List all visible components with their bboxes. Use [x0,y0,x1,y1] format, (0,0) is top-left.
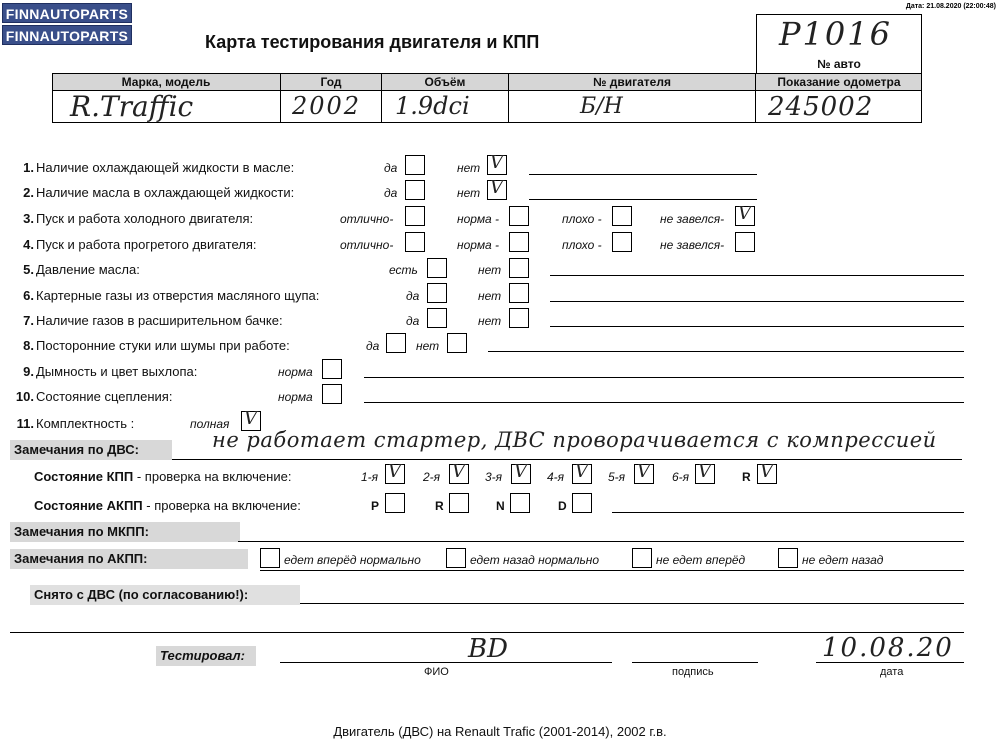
caption-fio: ФИО [424,666,449,678]
q4-excellent-checkbox[interactable] [405,232,425,252]
value-volume: 1.9dci [395,92,470,120]
value-engine-number: Б/Н [580,94,623,119]
mode-r-checkbox[interactable] [449,493,469,513]
value-make-model: R.Traffic [70,90,194,123]
q4-opt-bad-label: плохо - [562,238,602,252]
removed-label: Снято с ДВС (по согласованию!): [30,585,300,605]
gear-r-checkbox[interactable] [757,461,777,484]
q3-excellent-checkbox[interactable] [405,206,425,226]
col-year: Год [281,74,381,90]
q10-opt-normal-label: норма [278,390,313,404]
tick-mark: V [244,408,257,429]
akpp-back-normal-label: едет назад нормально [470,553,600,567]
q5-opt-yes-label: есть [389,263,418,277]
q5-yes-checkbox[interactable] [427,258,447,278]
q4-nostart-checkbox[interactable] [735,232,755,252]
q7-opt-no-label: нет [478,314,502,328]
akpp-label: Состояние АКПП - проверка на включение: [34,498,301,513]
tick-mark: V [698,461,711,482]
mode-d-checkbox[interactable] [572,493,592,513]
akpp-back-normal-checkbox[interactable] [446,548,466,568]
q5-no-checkbox[interactable] [509,258,529,278]
question-2: 2. Наличие масла в охлаждающей жидкости: [23,185,295,200]
remarks-akpp-label: Замечания по АКПП: [10,549,248,569]
q10-normal-checkbox[interactable] [322,384,342,404]
gear-1-label: 1-я [361,470,379,484]
brand-logo: FINNAUTOPARTS [2,3,132,23]
q4-opt-excellent-label: отлично- [340,238,394,252]
gear-5-label: 5-я [608,470,626,484]
tick-mark: V [388,461,401,482]
tick-mark: V [738,203,751,224]
q4-opt-normal-label: норма - [457,238,500,252]
question-5: 5. Давление масла: [23,262,140,277]
q9-normal-checkbox[interactable] [322,359,342,379]
q2-opt-no-label: нет [457,186,481,200]
value-year: 2002 [292,92,362,120]
caption-signature: подпись [672,666,714,678]
gear-4-label: 4-я [547,470,565,484]
page-title: Карта тестирования двигателя и КПП [205,32,540,52]
q1-opt-no-label: нет [457,161,481,175]
tick-mark: V [490,152,503,173]
q2-yes-checkbox[interactable] [405,180,425,200]
gear-3-label: 3-я [485,470,503,484]
question-4: 4. Пуск и работа прогретого двигателя: [23,237,257,252]
mode-r-label: R [435,499,444,513]
gear-5-checkbox[interactable] [634,461,654,484]
q8-opt-no-label: нет [416,339,440,353]
col-odometer: Показание одометра [756,74,922,90]
q4-opt-nostart-label: не завелся- [660,238,725,252]
tick-mark: V [490,177,503,198]
remarks-engine-value[interactable]: не работает стартер, ДВС проворачивается с компрессией [212,428,937,452]
q7-no-checkbox[interactable] [509,308,529,328]
q6-no-checkbox[interactable] [509,283,529,303]
question-3: 3. Пуск и работа холодного двигателя: [23,211,254,226]
tick-mark: V [514,461,527,482]
q2-opt-yes-label: да [384,186,398,200]
q11-opt-full-label: полная [190,417,230,431]
q6-opt-yes-label: да [406,289,420,303]
tick-mark: V [452,461,465,482]
col-volume: Объём [382,74,508,90]
gear-4-checkbox[interactable] [572,461,592,484]
akpp-forward-normal-checkbox[interactable] [260,548,280,568]
brand-logo-secondary: FINNAUTOPARTS [2,25,132,45]
value-odometer: 245002 [768,92,874,122]
question-6: 6. Картерные газы из отверстия масляного щупа: [23,288,320,303]
gear-2-checkbox[interactable] [449,461,469,484]
remarks-mkpp-label: Замечания по МКПП: [10,522,240,542]
gear-2-label: 2-я [423,470,441,484]
q3-opt-nostart-label: не завелся- [660,212,725,226]
card-number: P1016 [779,15,892,53]
mode-p-label: P [371,499,380,513]
akpp-no-back-label: не едет назад [802,553,884,567]
tick-mark: V [637,461,650,482]
q7-opt-yes-label: да [406,314,420,328]
q8-yes-checkbox[interactable] [386,333,406,353]
q3-normal-checkbox[interactable] [509,206,529,226]
q3-opt-normal-label: норма - [457,212,500,226]
question-11: 11. Комплектность : [16,416,135,431]
q3-nostart-checkbox[interactable] [735,203,755,226]
mode-n-label: N [496,499,505,513]
gear-1-checkbox[interactable] [385,461,405,484]
kpp-label: Состояние КПП - проверка на включение: [34,469,292,484]
gear-r-label: R [742,470,751,484]
caption-date: дата [880,666,904,678]
mode-d-label: D [558,499,567,513]
col-make-model: Марка, модель [52,74,280,90]
gear-6-label: 6-я [672,470,690,484]
akpp-no-forward-label: не едет вперёд [656,553,746,567]
akpp-no-forward-checkbox[interactable] [632,548,652,568]
tick-mark: V [760,461,773,482]
question-9: 9. Дымность и цвет выхлопа: [23,364,198,379]
tested-label: Тестировал: [156,646,256,666]
question-8: 8. Посторонние стуки или шумы при работе: [23,338,290,353]
q6-opt-no-label: нет [478,289,502,303]
mode-p-checkbox[interactable] [385,493,405,513]
col-engine-number: № двигателя [509,74,755,90]
q3-opt-excellent-label: отлично- [340,212,394,226]
q4-normal-checkbox[interactable] [509,232,529,252]
footer-caption: Двигатель (ДВС) на Renault Trafic (2001-2014), 2002 г.в. [333,724,667,739]
q1-opt-yes-label: да [384,161,398,175]
akpp-forward-normal-label: едет вперёд нормально [284,553,421,567]
tester-signature: BD [468,634,508,664]
question-1: 1. Наличие охлаждающей жидкости в масле: [23,160,295,175]
gear-6-checkbox[interactable] [695,461,715,484]
q4-bad-checkbox[interactable] [612,232,632,252]
tested-date: 10.08.20 [822,633,954,663]
q6-yes-checkbox[interactable] [427,283,447,303]
akpp-no-back-checkbox[interactable] [778,548,798,568]
stamp-date: Дата: 21.08.2020 (22:00:48) [905,3,996,10]
q1-yes-checkbox[interactable] [405,155,425,175]
q5-opt-no-label: нет [478,263,502,277]
tick-mark: V [575,461,588,482]
mode-n-checkbox[interactable] [510,493,530,513]
remarks-engine-label: Замечания по ДВС: [10,440,172,460]
q2-no-checkbox[interactable] [487,177,507,200]
card-number-box [756,14,922,74]
q3-opt-bad-label: плохо - [562,212,602,226]
q9-opt-normal-label: норма [278,365,313,379]
q8-opt-yes-label: да [366,339,380,353]
question-10: 10. Состояние сцепления: [15,389,173,404]
q7-yes-checkbox[interactable] [427,308,447,328]
question-7: 7. Наличие газов в расширительном бачке: [23,313,283,328]
q8-no-checkbox[interactable] [447,333,467,353]
q3-bad-checkbox[interactable] [612,206,632,226]
gear-3-checkbox[interactable] [511,461,531,484]
q1-no-checkbox[interactable] [487,152,507,175]
no-avto-label: № авто [817,57,861,71]
